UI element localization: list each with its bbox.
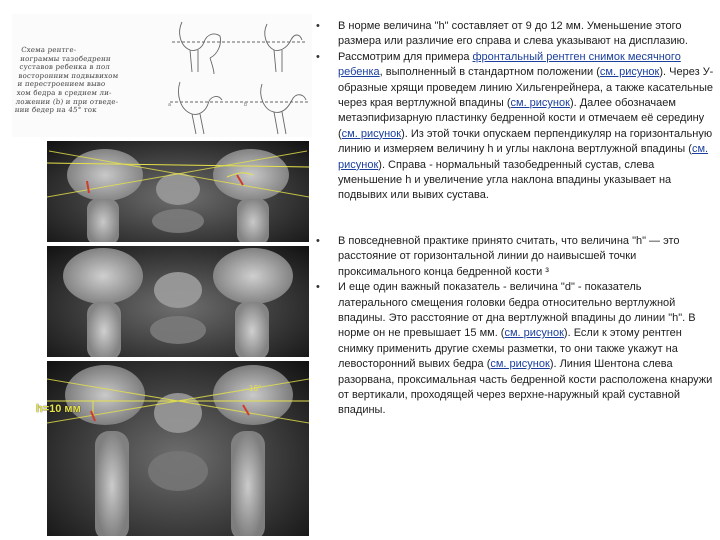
see-figure-link[interactable]: фронтальный рентген снимок месячного ребенка [338, 50, 681, 79]
see-figure-link[interactable]: см. рисунок [490, 358, 550, 371]
svg-text:b: b [244, 102, 248, 108]
paragraph-text: ). Линия Шентона слева разорвана, проксимальная часть бедренной кости расположена кнаружи от вертикали, проходящей через верхне-наружный край суставной впадины. [338, 358, 713, 417]
paragraph-text: Рассмотрим для примера [338, 50, 473, 63]
bullet-item [316, 50, 714, 204]
article-text [316, 19, 714, 419]
hip-schematic-figure [12, 14, 312, 137]
hip-schematic-drawing [162, 14, 312, 137]
paragraph-text: ). Через У-образные хрящи проведем линию Хильгенрейнера, а также касательные через края вертлужной впадины ( [338, 66, 714, 110]
see-figure-link[interactable]: см. рисунок [599, 66, 660, 79]
see-figure-link[interactable]: см. рисунок [504, 327, 564, 340]
paragraph-text: ). Из этой точки опускаем перпендикуляр на горизонтальную линию и измеряем величину h и углы наклона вертлужной впадины ( [338, 127, 713, 156]
see-figure-link[interactable]: см. рисунок [341, 127, 402, 140]
bullet-item [316, 280, 714, 419]
paragraph-text: В повседневной практике принято считать, что величина "h" — это расстояние от горизонтальной линии до наивысшей точки проксимального конца бедренной кости ³ [338, 234, 680, 278]
bullet-item [316, 19, 714, 50]
angle-measurement-label: 16° [249, 384, 262, 393]
svg-text:а: а [168, 102, 172, 108]
h-measurement-label: h=10 мм [36, 403, 81, 415]
paragraph-text: ). Справа - нормальный тазобедренный сустав, слева уменьшение h и увеличение угла наклона впадины указывает на подвывих или вывих сустава. [338, 158, 672, 202]
paragraph-text: И еще один важный показатель - величина "d" - показатель латерального смещения головки бедра относительно вертлужной впадины. Это расстояние от дна вертлужной впадины до линии "h". В норме он не превышает 15 мм. ( [338, 281, 696, 340]
paragraph-text: В норме величина "h" составляет от 9 до 12 мм. Уменьшение этого размера или различие его справа и слева указывают на дисплазию. [338, 20, 688, 48]
schematic-caption: Схема рентге- нограммы тазобедренн суставов ребенка в пол восторонним подвывихом и перестроением выво хом бедра в среднем ли- ложении (b) и при отведе- нии бедер на 45° ток [14, 46, 119, 115]
bullet-list [316, 19, 714, 419]
see-figure-link[interactable]: см. рисунок [338, 143, 709, 171]
see-figure-link[interactable]: см. рисунок [510, 97, 570, 110]
xray-image-2 [47, 246, 309, 357]
bullet-item [316, 234, 714, 280]
paragraph-text: ). Если к этому рентген снимку применить другие схемы разметки, то они также укажут на левосторонний вывих бедра ( [338, 327, 682, 371]
paragraph-text: ). Далее обозначаем метаэпифизарную пластинку бедренной кости и отмечаем её середину ( [338, 97, 705, 140]
xray-image-1 [47, 141, 309, 242]
xray-image-3 [47, 361, 309, 536]
paragraph-text: , выполненный в стандартном положении ( [379, 66, 600, 79]
